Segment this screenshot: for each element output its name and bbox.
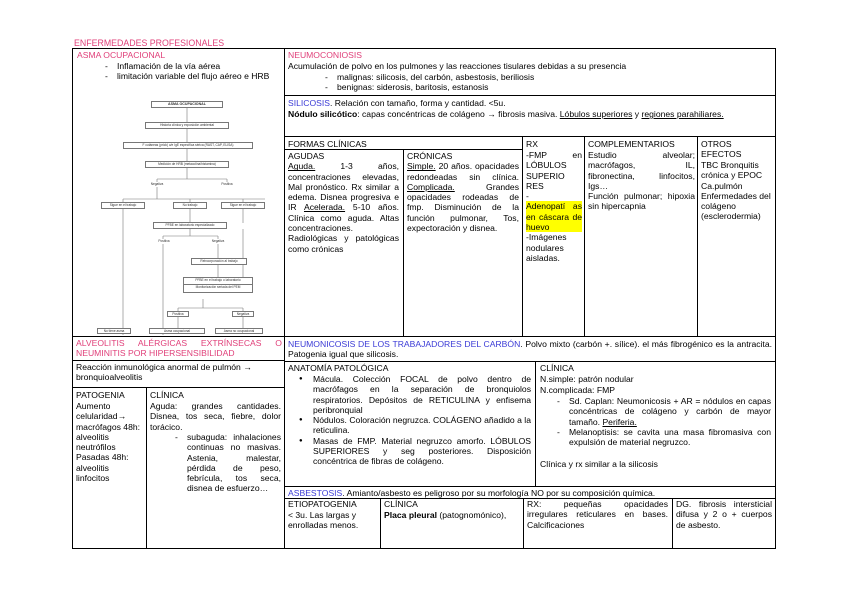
flow-node: Monitorización seriada del PEM (183, 285, 253, 293)
carbon-head (288, 339, 772, 360)
carbon-cl-list (547, 396, 771, 447)
asma-flowchart (93, 99, 265, 335)
asbestosis-etio: < 3u. Las largas y enrolladas menos. (288, 510, 359, 531)
nodulo-and: y (632, 109, 642, 119)
flow-node: F cutáneas (prick) o/e IgE específica sérica (RAST, CAP, ELISA) (123, 142, 253, 149)
acelerada-text: 5-10 años. Clínica como aguda. Altas concentraciones. Radiológicas y patológicas como crónicas (288, 202, 400, 254)
flow-node: Sigue en el trabajo (101, 202, 145, 209)
flow-node: Medición de HRB (metacolina/histamina) (145, 161, 229, 168)
comp-func: Función pulmonar; hipoxia sin hipercapnia (588, 191, 695, 212)
neumo-item: - malignas: silicosis, del carbón, asbestosis, beriliosis (315, 72, 534, 82)
comp-header: COMPLEMENTARIOS (588, 139, 675, 149)
nodulo-regiones: regiones parahiliares. (641, 109, 724, 119)
flow-node: No tiene asma (97, 328, 131, 334)
flow-node: Historia clínica y exposición ambiental (145, 122, 229, 129)
formas-section (284, 136, 523, 337)
nodulo-text: : capas concéntricas de colágeno → fibrosis masiva (357, 109, 555, 119)
flow-node: PFBE en el trabajo o laboratorio (183, 277, 253, 285)
flow-node: Reincorporación al trabajo (191, 258, 247, 265)
caplan-periferia: Periferia. (602, 416, 637, 427)
alveo-title: ALVEOLITIS ALÉRGICAS EXTRÍNSECAS O NEUMINITIS POR HIPERSENSIBILIDAD (76, 338, 282, 359)
flow-node: Asma ocupacional (149, 328, 205, 334)
alveo-sub-item: - subaguda: inhalaciones continuas no masivas. Astenia, malestar, pérdida de peso, febrícula, tos seca, disnea de esfuerzo… (165, 432, 281, 494)
rx-header: RX (526, 139, 538, 149)
flow-node: PFBE en laboratorio especializado (153, 222, 227, 229)
neumo-desc: Acumulación de polvo en los pulmones y las reacciones tisulares debidas a su presencia (288, 61, 627, 71)
flow-node: Asma no ocupacional (215, 328, 263, 334)
agudas-header: AGUDAS (288, 151, 325, 161)
silicosis-rel: . Relación con tamaño, forma y cantidad. <5u. (330, 98, 506, 108)
neumo-section (284, 48, 776, 96)
rx-adenopatias: Adenopatí as en cáscara de huevo (526, 201, 582, 233)
rx-imagenes: -Imágenes nodulares aisladas. (526, 232, 567, 263)
alveo-desc: Reacción inmunológica anormal de pulmón → bronquioalveolitis (76, 362, 252, 383)
carbon-ap-item: ● Mácula. Colección FOCAL de polvo dentro de macrófagos en la separación de bronquiolos respiratorios. Depósitos de RETICULINA y enfisema peribronquial (291, 374, 531, 415)
carbon-ap-item: ● Masas de FMP. Material negruzco amorfo. LÓBULOS SUPERIORES y seg posteriores. Disposición concéntrica de fibras de colágeno. (291, 436, 531, 467)
rx-fmp: -FMP en LÓBULOS SUPERIO RES (526, 150, 582, 191)
carbon-cl-header: CLÍNICA (540, 363, 574, 373)
silicosis-title: SILICOSIS (288, 98, 331, 108)
flow-label: Negativa (207, 239, 229, 244)
nodulo-label: Nódulo silicótico (288, 109, 358, 119)
carbon-title: NEUMONICOSIS DE LOS TRABAJADORES DEL CARBÓN (288, 339, 521, 349)
acelerada-label: Acelerada. (303, 202, 346, 213)
comp-text: Estudio alveolar; macrófagos, IL, fibronectina, linfocitos, Igs… (588, 150, 695, 191)
otros-section (697, 136, 776, 337)
caplan-text: Sd. Caplan: Neumonicosis + AR = nódulos en capas concéntricas de colágeno y carbón de mayor tamaño. (569, 396, 771, 427)
asbestosis-head (288, 488, 772, 498)
flow-label: Positiva (167, 311, 189, 317)
flowchart-connectors (93, 99, 265, 335)
simple-label: Simple. (407, 161, 436, 172)
carbon-cl-complicada: N.complicada: FMP (540, 385, 615, 395)
carbon-ap-list (291, 374, 531, 467)
nodulo-lobulos: Lóbulos superiores (559, 109, 633, 119)
asbestosis-etio-header: ETIOPATOGENIA (288, 499, 357, 509)
silicosis-section (284, 95, 776, 137)
carbon-cl-item: - Melanoptisis: se cavita una masa fibromasiva con expulsión de material negruzco. (547, 427, 771, 448)
aguda-label: Aguda. (288, 161, 316, 172)
flow-label: Positiva (215, 182, 239, 187)
otros-text: TBC Bronquitis crónica y EPOC Ca.pulmón Enfermedades del colágeno (esclerodermia) (701, 160, 771, 222)
asma-list (95, 61, 281, 82)
flow-label: Negativa (145, 182, 169, 187)
rx-dash: - (526, 191, 529, 202)
alveo-section (72, 336, 285, 549)
patognomonico: (patognomónico), (437, 510, 507, 520)
carbon-cl-item (547, 396, 771, 427)
aguda-disnea: Disnea progresiva e IR (288, 192, 399, 213)
carbon-section (284, 336, 776, 487)
page-title: ENFERMEDADES PROFESIONALES (74, 38, 225, 48)
carbon-ap-header: ANATOMÍA PATOLÓGICA (288, 363, 389, 373)
asbestosis-clin-header: CLÍNICA (384, 499, 418, 509)
alveo-sub-list (165, 432, 281, 494)
formas-agudas (288, 151, 399, 254)
asbestosis-rx: RX: pequeñas opacidades irregulares reticulares en bases. Calcificaciones (527, 499, 668, 530)
asma-item: - limitación variable del flujo aéreo e HRB (95, 71, 281, 81)
complicada-label: Complicada. (407, 181, 455, 192)
carbon-cl-simple: N.simple: patrón nodular (540, 374, 634, 384)
placa-pleural: Placa pleural (384, 510, 438, 520)
neumo-title: NEUMOCONIOSIS (288, 50, 363, 60)
alveo-clin: Aguda: grandes cantidades. Disnea, tos seca, fiebre, dolor torácico. (150, 401, 281, 432)
flow-node: ASMA OCUPACIONAL (151, 101, 223, 108)
silicosis-nodulo: Nódulo silicótico: capas concéntricas de colágeno → fibrosis masiva. Lóbulos superiores y regiones parahiliares. (288, 109, 724, 119)
asma-item: - Inflamación de la vía aérea (95, 61, 281, 71)
neumo-item: - benignas: siderosis, baritosis, estanosis (315, 82, 534, 92)
rx-body (526, 150, 582, 263)
simple-text: 20 años. opacidades redondeadas sin clínica. (407, 161, 519, 182)
flow-node: No trabajo (173, 202, 207, 209)
rx-section (522, 136, 585, 337)
asbestosis-section (284, 486, 776, 549)
cronicas-header: CRÓNICAS (407, 151, 453, 161)
asma-section (72, 48, 285, 337)
alveo-pat-header: PATOGENIA (76, 390, 125, 400)
comp-section (584, 136, 698, 337)
asma-title: ASMA OCUPACIONAL (77, 50, 166, 60)
otros-header: OTROS EFECTOS (701, 139, 742, 160)
formas-header: FORMAS CLÍNICAS (288, 139, 367, 149)
flow-node: Sigue en el trabajo (221, 202, 265, 209)
alveo-clin-header: CLÍNICA (150, 390, 184, 400)
asbestosis-desc: . Amianto/asbesto es peligroso por su morfología NO por su composición química. (342, 488, 656, 498)
complicada-text: Grandes opacidades rodeadas de fmp. Disminución de la función pulmonar, Tos, expectoración y disnea. (407, 181, 519, 234)
carbon-desc: . Polvo mixto (carbón +. sílice). el más fibrogénico es la antracita. Patogenia igual que silicosis. (288, 339, 772, 360)
aguda-text: 1-3 años, concentraciones elevadas, Mal pronóstico. Rx similar a edema. (288, 161, 399, 203)
carbon-cl-similar: Clínica y rx similar a la silicosis (540, 459, 658, 469)
asbestosis-clin (384, 510, 519, 520)
asbestosis-dg: DG. fibrosis intersticial difusa y 2 o + cuerpos de asbesto. (676, 499, 772, 530)
neumo-list (315, 72, 534, 93)
silicosis-line (288, 98, 506, 108)
carbon-ap-item: ● Nódulos. Coloración negruzca. COLÁGENO añadido a la reticulina. (291, 415, 531, 436)
formas-cronicas (407, 151, 519, 233)
flow-label: Positiva (153, 239, 175, 244)
alveo-pat: Aumento celularidad→ macrófagos 48h: alveolitis neutrófilos Pasadas 48h: alveolitis linfocitos (76, 401, 141, 484)
asbestosis-title: ASBESTOSIS (288, 488, 343, 498)
flow-label: Negativa (232, 311, 254, 317)
